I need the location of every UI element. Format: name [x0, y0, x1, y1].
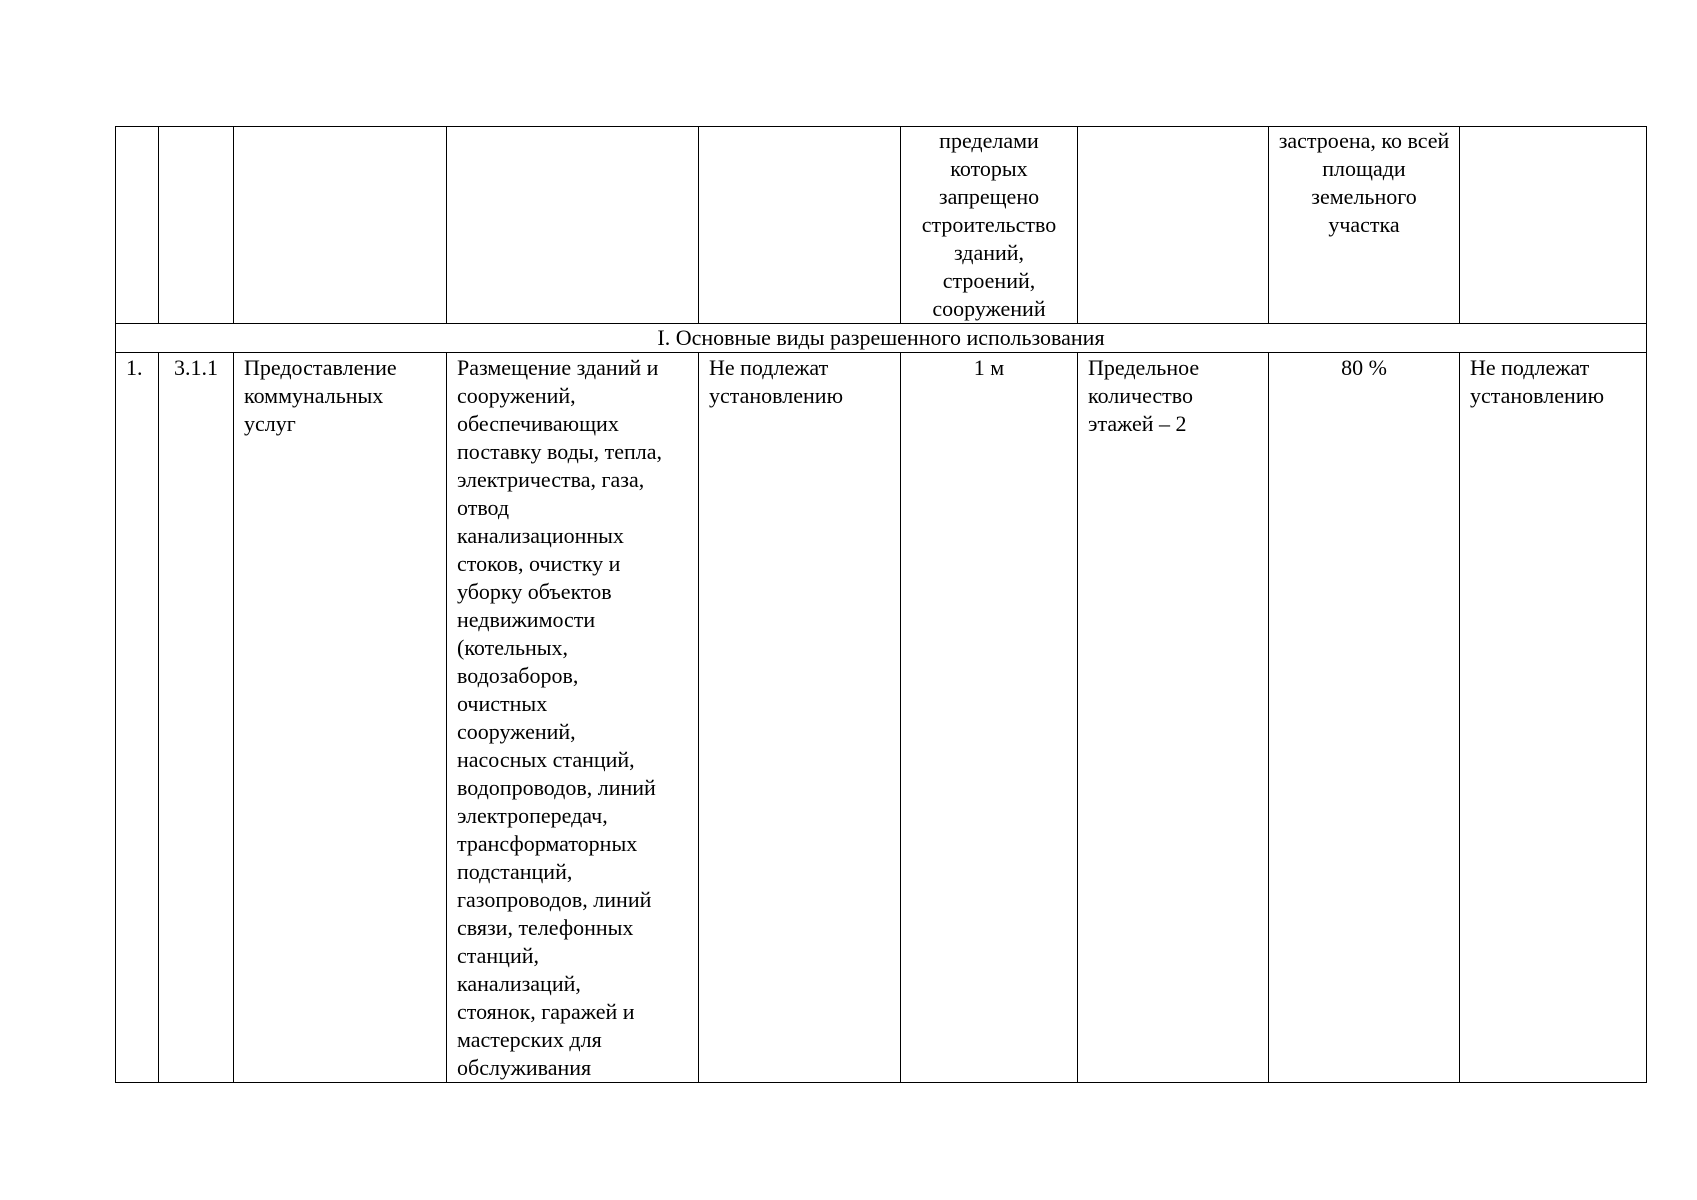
row-coverage: 80 % [1269, 353, 1460, 1083]
row-plot-size: Не подлежат установлению [699, 353, 901, 1083]
continuation-cell-plot-size [699, 127, 901, 324]
zoning-table [115, 126, 1647, 1083]
continuation-cell-setback: пределами которых запрещено строительство зданий, строений, сооружений [901, 127, 1078, 324]
continuation-cell-floors [1078, 127, 1269, 324]
row-use-description: Размещение зданий и сооружений, обеспечивающих поставку воды, тепла, электричества, газа, отвод канализационных стоков, очистку и уборку объектов недвижимости (котельных, водозаборов, очистных сооружений, насосных станций, водопроводов, линий электропередач, трансформаторных подстанций, газопроводов, линий связи, телефонных станций, канализаций, стоянок, гаражей и мастерских для обслуживания [447, 353, 699, 1083]
row-code: 3.1.1 [159, 353, 234, 1083]
continuation-cell-code [159, 127, 234, 324]
continuation-cell-description [447, 127, 699, 324]
continuation-cell-other [1460, 127, 1647, 324]
continuation-cell-name [234, 127, 447, 324]
row-number: 1. [116, 353, 159, 1083]
section-header-row [116, 324, 1647, 353]
table-row [116, 353, 1647, 1083]
row-use-name: Предоставление коммунальных услуг [234, 353, 447, 1083]
continuation-cell-coverage: застроена, ко всей площади земельного участка [1269, 127, 1460, 324]
continuation-cell-number [116, 127, 159, 324]
row-floors: Предельное количество этажей – 2 [1078, 353, 1269, 1083]
continuation-row [116, 127, 1647, 324]
section-title: I. Основные виды разрешенного использования [116, 324, 1647, 353]
row-other: Не подлежат установлению [1460, 353, 1647, 1083]
row-setback: 1 м [901, 353, 1078, 1083]
